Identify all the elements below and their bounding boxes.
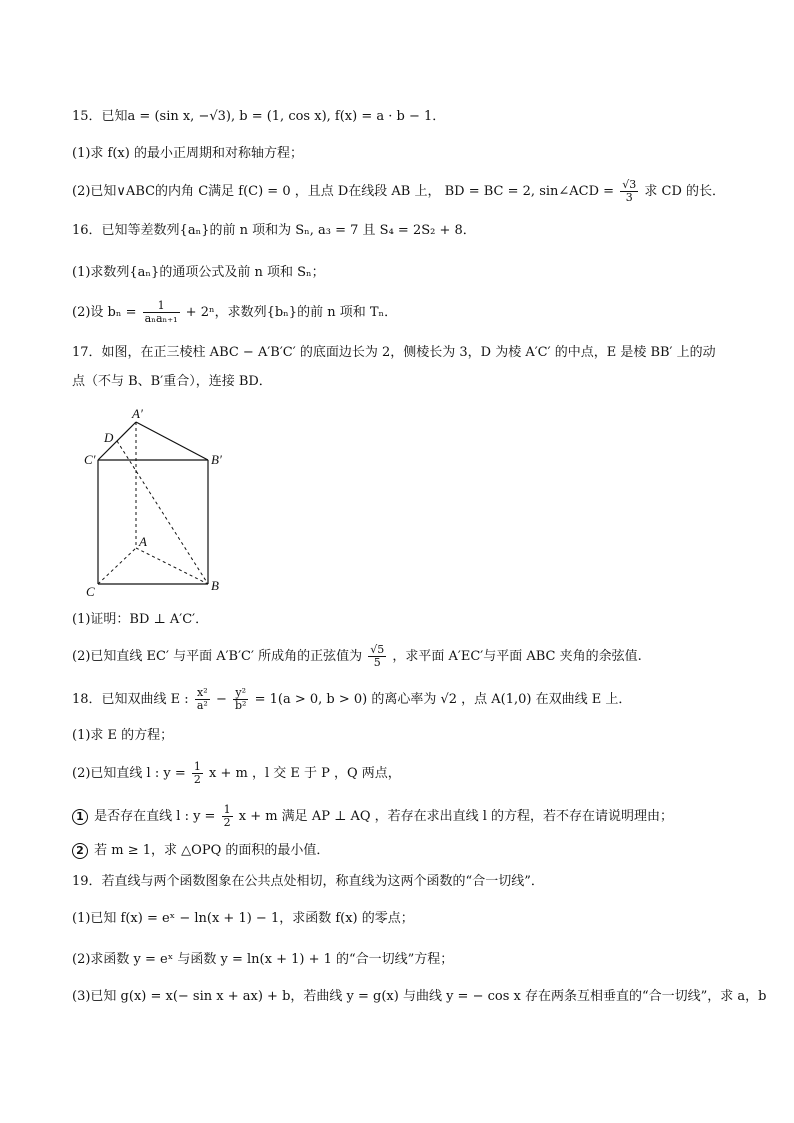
- q17-stem-line2: 点（不与 B、B′重合），连接 BD．: [72, 374, 272, 389]
- q18-stem: [72, 685, 631, 715]
- q18-sub2: [72, 842, 329, 860]
- q15-fraction: [620, 179, 638, 204]
- q18-sub1: [72, 802, 673, 832]
- label-b: B: [211, 578, 219, 593]
- q15-stem: 15．已知a = (sin x, −√3), b = (1, cos x), f(x) = a · b − 1．: [72, 109, 446, 124]
- q18-sub1-text: 是否存在直线 l : y =: [94, 809, 216, 824]
- fraction-denominator: aₙaₙ₊₁: [144, 312, 178, 325]
- q18-x-fraction: [195, 687, 210, 712]
- circled-number-2: 2: [72, 843, 88, 859]
- q17-part2-tail: ，求平面 A′EC′与平面 ABC 夹角的余弦值.: [392, 649, 642, 664]
- q18-part2: [72, 759, 401, 789]
- edge-a-b: [136, 548, 208, 584]
- q17-part2-text: (2)已知直线 EC′ 与平面 A′B′C′ 所成角的正弦值为: [72, 649, 363, 664]
- q19-part3: (3)已知 g(x) = x(− sin x + ax) + b，若曲线 y = g(x) 与曲线 y = − cos x 存在两条互相垂直的“合一切线”，求 a，b: [72, 989, 767, 1004]
- q19-part2: (2)求函数 y = eˣ 与函数 y = ln(x + 1) + 1 的“合一切线”方程；: [72, 952, 454, 967]
- fraction-numerator: 1: [193, 760, 201, 773]
- label-b1: B′: [211, 452, 222, 467]
- q18-part2-fraction: [192, 761, 203, 786]
- q18-stem-tail: = 1(a > 0, b > 0) 的离心率为 √2 ，点 A(1,0) 在双曲线 E 上．: [254, 692, 632, 707]
- q18-minus: −: [215, 692, 227, 707]
- q16-fraction: [143, 300, 180, 325]
- q18-y-fraction: [233, 687, 248, 712]
- q17-fraction: [368, 644, 386, 669]
- fraction-denominator: a²: [196, 699, 208, 712]
- q15-part2-tail: 求 CD 的长．: [644, 184, 726, 199]
- edge-c-a: [98, 548, 136, 584]
- q18-sub1-fraction: [222, 804, 233, 829]
- fraction-numerator: 1: [223, 803, 231, 816]
- fraction-numerator: x²: [195, 687, 210, 700]
- label-d: D: [104, 430, 114, 445]
- q18-sub2-text: 若 m ≥ 1，求 △OPQ 的面积的最小值．: [94, 843, 330, 858]
- q16-part2: [72, 298, 397, 328]
- q18-part2-text: (2)已知直线 l : y =: [72, 766, 186, 781]
- q19-part1: (1)已知 f(x) = eˣ − ln(x + 1) − 1，求函数 f(x) 的零点；: [72, 911, 414, 926]
- fraction-denominator: 2: [223, 816, 231, 829]
- fraction-denominator: 2: [193, 773, 201, 786]
- q16-part1: (1)求数列{aₙ}的通项公式及前 n 项和 Sₙ；: [72, 265, 325, 280]
- fraction-denominator: 5: [373, 656, 381, 669]
- label-c: C: [86, 584, 95, 599]
- q19-stem: 19．若直线与两个函数图象在公共点处相切，称直线为这两个函数的“合一切线”．: [72, 874, 544, 889]
- q18-part2-tail: x + m ，l 交 E 于 P ，Q 两点，: [209, 766, 401, 781]
- q17-part1: (1)证明：BD ⊥ A′C′．: [72, 612, 209, 627]
- q16-part2-text: (2)设 bₙ =: [72, 305, 137, 320]
- q18-stem-text: 18．已知双曲线 E :: [72, 692, 189, 707]
- edge-a1-b1: [136, 422, 208, 460]
- q16-part2-tail: + 2ⁿ，求数列{bₙ}的前 n 项和 Tₙ．: [185, 305, 398, 320]
- fraction-denominator: 3: [625, 191, 633, 204]
- label-a1: A′: [132, 406, 143, 421]
- fraction-numerator: 1: [143, 300, 180, 313]
- label-a: A: [139, 534, 147, 549]
- segment-b-d: [117, 441, 208, 584]
- q15-part2-text: (2)已知∨ABC的内角 C满足 f(C) = 0 ，且点 D在线段 AB 上， BD = BC = 2, sin∠ACD =: [72, 184, 615, 199]
- fraction-numerator: y²: [233, 687, 248, 700]
- q17-stem-line1: 17．如图，在正三棱柱 ABC − A′B′C′ 的底面边长为 2，侧棱长为 3，D 为棱 A′C′ 的中点，E 是棱 BB′ 上的动: [72, 345, 716, 360]
- fraction-numerator: √5: [370, 643, 385, 656]
- q17-part2: [72, 642, 642, 672]
- q16-stem: 16．已知等差数列{aₙ}的前 n 项和为 Sₙ, a₃ = 7 且 S₄ = 2S₂ + 8．: [72, 223, 476, 238]
- q18-sub1-tail: x + m 满足 AP ⊥ AQ ，若存在求出直线 l 的方程，若不存在请说明理由；: [238, 809, 674, 824]
- q18-part1: (1)求 E 的方程；: [72, 728, 174, 743]
- fraction-numerator: √3: [622, 178, 637, 191]
- fraction-denominator: b²: [234, 699, 247, 712]
- q15-part1: (1)求 f(x) 的最小正周期和对称轴方程；: [72, 146, 303, 161]
- prism-figure: [78, 402, 238, 602]
- q15-part2: [72, 177, 725, 207]
- circled-number-1: 1: [72, 809, 88, 825]
- label-c1: C′: [84, 452, 96, 467]
